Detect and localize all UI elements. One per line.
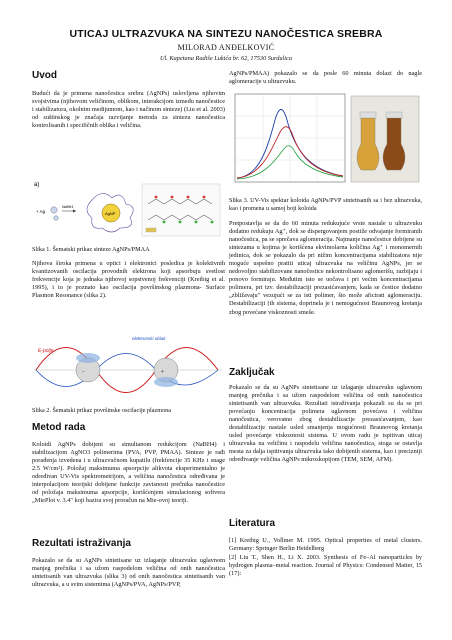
plasmon-paragraph: Njihova široka primena u optici i elektronici posledica je kolektivnih kvantizovanih oscilacija provodnih elektrona koji apsorbuju svetlost frekvencije koja je jednaka njihovoj sopstvenoj frekvenciji (Kreibig et al. 1995), i to je poznato kao oscilacija površinskog plazmona- Surface Plasmon Resonance (slika 2).	[32, 260, 225, 300]
figure-2-caption: Slika 2. Šematski prikaz površinske oscilacije plazmona	[32, 407, 172, 414]
section-heading-metod: Metod rada	[32, 422, 86, 433]
svg-text:+ Ag: + Ag	[36, 209, 46, 214]
svg-text:−: −	[82, 369, 85, 375]
reference-list	[229, 537, 422, 578]
metal-sphere-right	[154, 358, 178, 387]
efield-label: E-polje	[38, 348, 54, 354]
electron-cloud-label: elektronski oblak	[132, 336, 166, 341]
rezultati-paragraph: Pokazalo se da su AgNPs sintetisane uz izlaganje ultrazvuku uglavnom manjeg prečnika i sa užom raspodelom veličina od onih nanočestica sintetisanih van ultrazvuka (slika 3) od onih nanočestica sintetisanih van ultrazvuka, a u svim sistemima (AgNPs/PVA, AgNPs/PVP,	[32, 557, 225, 589]
svg-text:AgNP: AgNP	[105, 211, 116, 216]
section-heading-zakljucak: Zaključak	[229, 367, 275, 378]
uvvis-spectrum-plot	[235, 94, 345, 182]
svg-text:+: +	[161, 369, 164, 375]
uvod-paragraph: Budući da je primena nanočestica srebra (AgNPs) uslovljena njihovim svojstvima (njihovom veličinom, oblikom, interakcijom između nanočestice i stabilizatora, okolnim medijumom, kao i načinom sinteze) (Liu et al. 2003) od suštinskog je značaja razvijanje metoda za sintezu nanočestica kontrolisanih i specifičnih oblika i veličina.	[32, 90, 225, 130]
figure-3-caption: Slika 3. UV-Vis spektar koloida AgNPs/PVP sintetisanih sa i bez ultrazvuka, kao i promena u samoj boji koloida	[229, 197, 422, 212]
reference-item: [2] Liu T., Shen H., Li X. 2003. Synthesis of Fe–Al nanoparticles by hydrogen plasma–metal reaction. Journal of Physics: Condensed Matter, 15 (17):	[229, 554, 422, 578]
metod-paragraph: Koloidi AgNPs dobijeni su simultanom redukcijom (NaBH4) i stabilizacijom AgNO3 polimerima (PVA, PVP, PMAA). Sinteze je rađi porađenja izvedena i u ultrazvučnom kupatilu (frekfencije 35 KHz i snage 2.5 W/cm²). Položaj maksimuma apsorpcije alikvota eksperimentalno je određivan UV-Vis spektrometrijom, a veličina nanočestica određivana je interpolacijom teorijski dobijene funkcije zavisnosti prečnika nanočestice od položaja maksimuma apsorpcije, korišćenjem simulacionog softvera „MiePlot v. 3.4" koji bazira svoj proračun na Mie-ovoj teoriji.	[32, 441, 225, 505]
section-heading-literatura: Literatura	[229, 518, 276, 529]
section-heading-uvod: Uvod	[32, 70, 57, 81]
agnp-particle-with-polymer	[87, 193, 133, 232]
paper-title: UTICAJ ULTRAZVUKA NA SINTEZU NANOČESTICA SREBRA	[69, 28, 383, 40]
figure-1-caption: Slika 1. Šematski prikaz sinteze AgNPs/PMAA	[32, 246, 150, 253]
colloid-flasks-photo	[351, 96, 419, 182]
ag-ion-reactant	[36, 207, 58, 220]
reference-item: [1] Kreibig U., Vollmer M. 1995. Optical properties of metal clusters. Germany: Springer Berlin Heidelberg	[229, 537, 422, 553]
section-heading-rezultati: Rezultati istraživanja	[32, 538, 131, 549]
figure-2-plasmon-scheme	[32, 332, 225, 398]
figure-1-synthesis-scheme	[32, 178, 225, 240]
metal-sphere-left	[76, 353, 100, 382]
author-name: MILORAD ANĐELKOVIĆ	[177, 43, 275, 52]
zakljucak-paragraph: Pokazalo se da su AgNPs sintetisane uz izlaganje ultrazvuku uglavnom manjeg prečnika i sa užom raspodelom veličina od onih nanočestica sintetisanih van ultrazvuka. Rezultati istraživanja pokazali su da se pri povećanju koncentracija polimera uglavnom povećava i veličina nanočestica, verovatno zbog destabilizacije prezasićavanjem, kao destabilizacije nastale usled smanjenja mogućnosti Braunovog kretanja usled povećanje viskoznosti sistema. U ovom radu je ispitivan uticaj ultrazvuka na veličinu i raspodelu veličina nanočestica, stoga se ostavlja mesta za dalja ispitivanja ultrazvuka tako dobijenih sistema, kao i precizniji određivanje veličina AgNPs mikroskopijom (TEM, SEM, AFM).	[229, 384, 422, 464]
discussion-paragraph: Pretpostavlja se da do 60 minuta redukujuće vrste nastale u ultrazvuku dodatno redukuju Ag⁺, dok se dispergovanjem postiže odvajanje formiranih nanočestica, pa se sprečava aglomeracija. Najmanje nanočestice dobijene su sintezama u kojima je korišćena ekvimolarna količina Ag⁺ i monomernih jedinica, dok se pokazalo da pri nižim koncentracijama stabilizatora nije moguće uspešno pratiti uticaj ultrazvuka na veličinu AgNPs, jer se nedovoljno stabilizovane nanočestice nekontrolisano aglomerišu, razbijaju i ponovo formiraju. Međutim isto se uočava i pri većim koncentracijama polimera, pri tzv. destabilizaciji prezasićavanjem, kada se čestice dodatno „zbližavaju" vezujući se za isti polimer, što može aficirati aglomeraciju. Destabilizaciji (th sistema, doprinela je i nemogućnost Braunovog kretanja zbog povećane viskoznosti smeše.	[229, 220, 422, 316]
polymer-chain-structure	[142, 184, 220, 236]
rezultati-continued: AgNPs/PMAA) pokazalo se da posle 60 minuta dolazi do nagle aglomeracije u ultrazvuku.	[229, 70, 422, 86]
author-address: Ul. Kapetana Radiše Lukića br. 62, 17530 Surdulica	[160, 55, 292, 62]
nabh4-label: NaBH4	[62, 205, 74, 209]
figure-3-uvvis	[229, 90, 422, 190]
figure-label-a: a)	[34, 182, 40, 188]
